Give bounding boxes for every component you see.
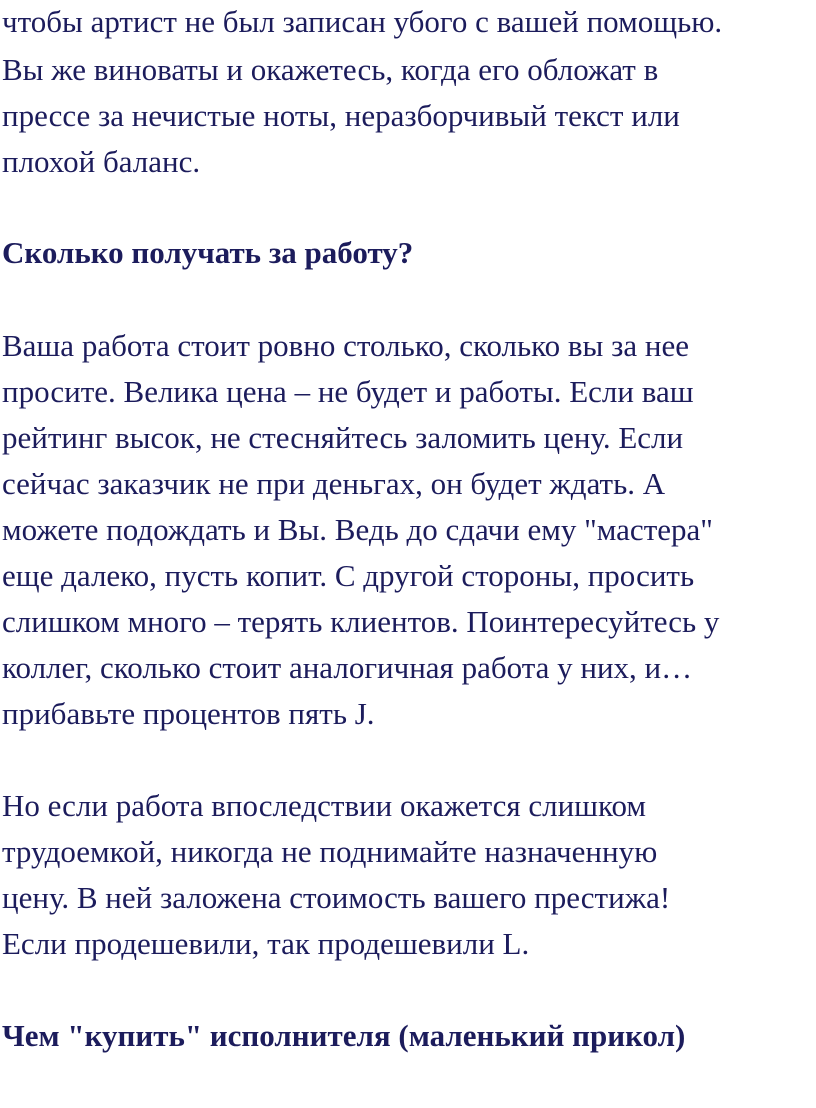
- heading-payment: Сколько получать за работу?: [2, 235, 414, 270]
- intro-line-3: прессе за нечистые ноты, неразборчивый текст или: [2, 98, 680, 133]
- paragraph-2-line-3: цену. В ней заложена стоимость вашего престижа!: [2, 880, 671, 915]
- intro-line-4: плохой баланс.: [2, 144, 201, 179]
- paragraph-1-line-6: еще далеко, пусть копит. С другой стороны, просить: [2, 558, 695, 593]
- paragraph-1-line-4: сейчас заказчик не при деньгах, он будет ждать. А: [2, 466, 666, 501]
- heading-hire-performer: Чем "купить" исполнителя (маленький прикол): [2, 1018, 686, 1053]
- intro-line-2: Вы же виноваты и окажетесь, когда его обложат в: [2, 52, 659, 87]
- paragraph-1-line-1: Ваша работа стоит ровно столько, сколько вы за нее: [2, 328, 689, 363]
- paragraph-1-line-5: можете подождать и Вы. Ведь до сдачи ему "мастера": [2, 512, 713, 547]
- paragraph-2-line-4: Если продешевили, так продешевили L.: [2, 926, 530, 961]
- intro-line-1: чтобы артист не был записан убого с вашей помощью.: [2, 4, 723, 39]
- paragraph-1-line-2: просите. Велика цена – не будет и работы. Если ваш: [2, 374, 694, 409]
- paragraph-1-line-9: прибавьте процентов пять J.: [2, 696, 375, 731]
- paragraph-2-line-2: трудоемкой, никогда не поднимайте назначенную: [2, 834, 658, 869]
- paragraph-1-line-8: коллег, сколько стоит аналогичная работа у них, и…: [2, 650, 693, 685]
- paragraph-2-line-1: Но если работа впоследствии окажется слишком: [2, 788, 647, 823]
- paragraph-1-line-3: рейтинг высок, не стесняйтесь заломить цену. Если: [2, 420, 684, 455]
- paragraph-1-line-7: слишком много – терять клиентов. Поинтересуйтесь у: [2, 604, 720, 639]
